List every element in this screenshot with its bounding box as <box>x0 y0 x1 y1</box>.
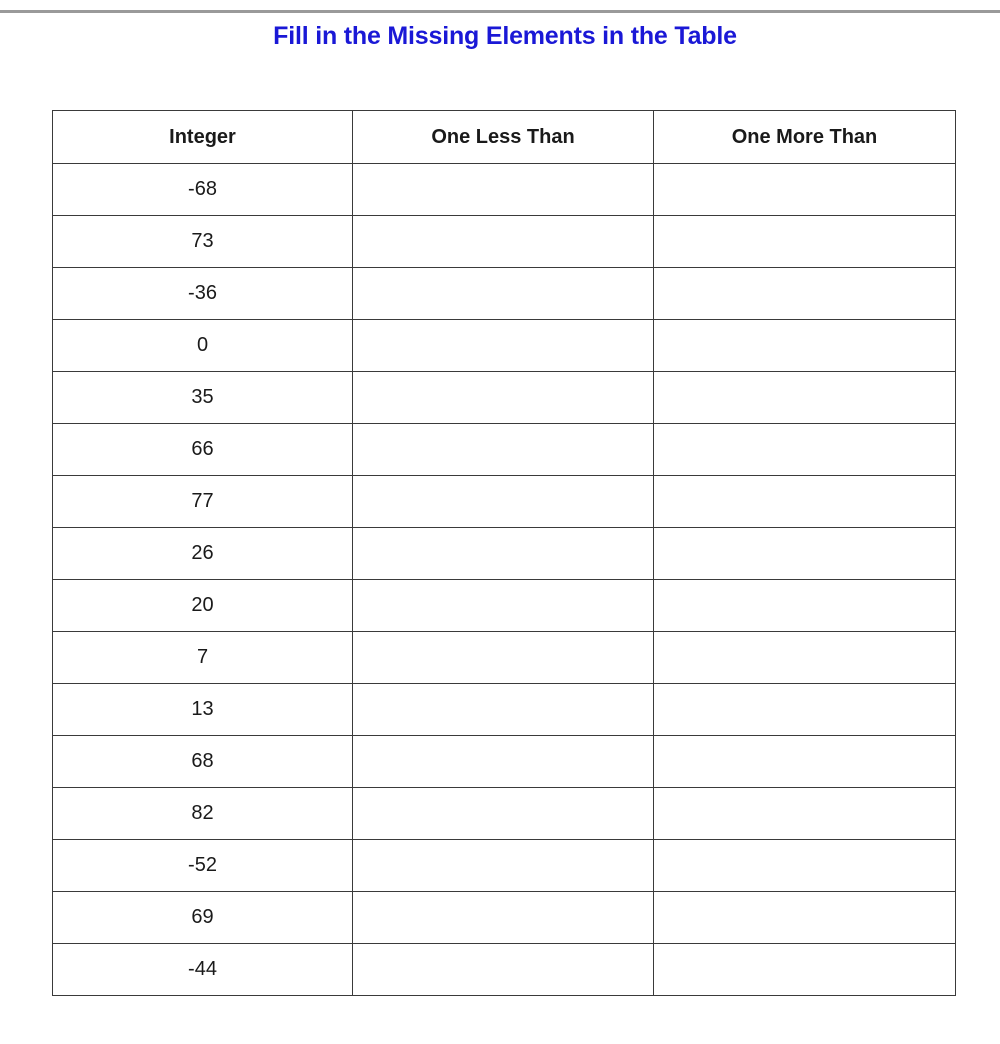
one-more-than-cell[interactable] <box>654 268 956 320</box>
table-row <box>53 372 956 424</box>
table-row <box>53 632 956 684</box>
one-more-than-cell[interactable] <box>654 216 956 268</box>
integer-cell: 7 <box>53 632 353 684</box>
table-row <box>53 892 956 944</box>
one-more-than-cell[interactable] <box>654 788 956 840</box>
one-more-than-cell[interactable] <box>654 424 956 476</box>
integer-cell: 77 <box>53 476 353 528</box>
table-row <box>53 164 956 216</box>
table-row <box>53 528 956 580</box>
one-less-than-cell[interactable] <box>353 164 654 216</box>
one-less-than-cell[interactable] <box>353 840 654 892</box>
table-row <box>53 424 956 476</box>
one-less-than-cell[interactable] <box>353 736 654 788</box>
table-row <box>53 216 956 268</box>
one-more-than-cell[interactable] <box>654 528 956 580</box>
integers-table <box>52 110 956 996</box>
integer-cell: -68 <box>53 164 353 216</box>
one-more-than-cell[interactable] <box>654 580 956 632</box>
one-less-than-cell[interactable] <box>353 632 654 684</box>
one-less-than-cell[interactable] <box>353 424 654 476</box>
column-header-integer: Integer <box>53 111 353 164</box>
integer-cell: 68 <box>53 736 353 788</box>
integer-cell: 13 <box>53 684 353 736</box>
table-row <box>53 476 956 528</box>
integer-cell: 69 <box>53 892 353 944</box>
table-row <box>53 944 956 996</box>
one-less-than-cell[interactable] <box>353 788 654 840</box>
table-body <box>53 164 956 996</box>
integer-cell: 26 <box>53 528 353 580</box>
one-more-than-cell[interactable] <box>654 320 956 372</box>
integer-cell: -52 <box>53 840 353 892</box>
table-row <box>53 684 956 736</box>
one-less-than-cell[interactable] <box>353 528 654 580</box>
one-more-than-cell[interactable] <box>654 684 956 736</box>
integer-cell: -36 <box>53 268 353 320</box>
integer-cell: 0 <box>53 320 353 372</box>
one-more-than-cell[interactable] <box>654 476 956 528</box>
one-more-than-cell[interactable] <box>654 632 956 684</box>
top-divider <box>0 10 1000 13</box>
one-more-than-cell[interactable] <box>654 372 956 424</box>
table-row <box>53 268 956 320</box>
one-less-than-cell[interactable] <box>353 372 654 424</box>
one-more-than-cell[interactable] <box>654 164 956 216</box>
one-more-than-cell[interactable] <box>654 892 956 944</box>
table-row <box>53 840 956 892</box>
one-more-than-cell[interactable] <box>654 736 956 788</box>
table-row <box>53 580 956 632</box>
table-row <box>53 736 956 788</box>
integer-cell: -44 <box>53 944 353 996</box>
integer-cell: 82 <box>53 788 353 840</box>
one-less-than-cell[interactable] <box>353 268 654 320</box>
integer-cell: 66 <box>53 424 353 476</box>
table-row <box>53 788 956 840</box>
table-header-row <box>53 111 956 164</box>
integer-cell: 20 <box>53 580 353 632</box>
one-less-than-cell[interactable] <box>353 684 654 736</box>
one-less-than-cell[interactable] <box>353 944 654 996</box>
page-title: Fill in the Missing Elements in the Table <box>273 22 737 50</box>
one-less-than-cell[interactable] <box>353 892 654 944</box>
one-less-than-cell[interactable] <box>353 320 654 372</box>
one-less-than-cell[interactable] <box>353 476 654 528</box>
column-header-one-more-than: One More Than <box>654 111 956 164</box>
table-row <box>53 320 956 372</box>
integer-cell: 73 <box>53 216 353 268</box>
one-more-than-cell[interactable] <box>654 840 956 892</box>
one-less-than-cell[interactable] <box>353 580 654 632</box>
one-more-than-cell[interactable] <box>654 944 956 996</box>
integer-cell: 35 <box>53 372 353 424</box>
column-header-one-less-than: One Less Than <box>353 111 654 164</box>
one-less-than-cell[interactable] <box>353 216 654 268</box>
